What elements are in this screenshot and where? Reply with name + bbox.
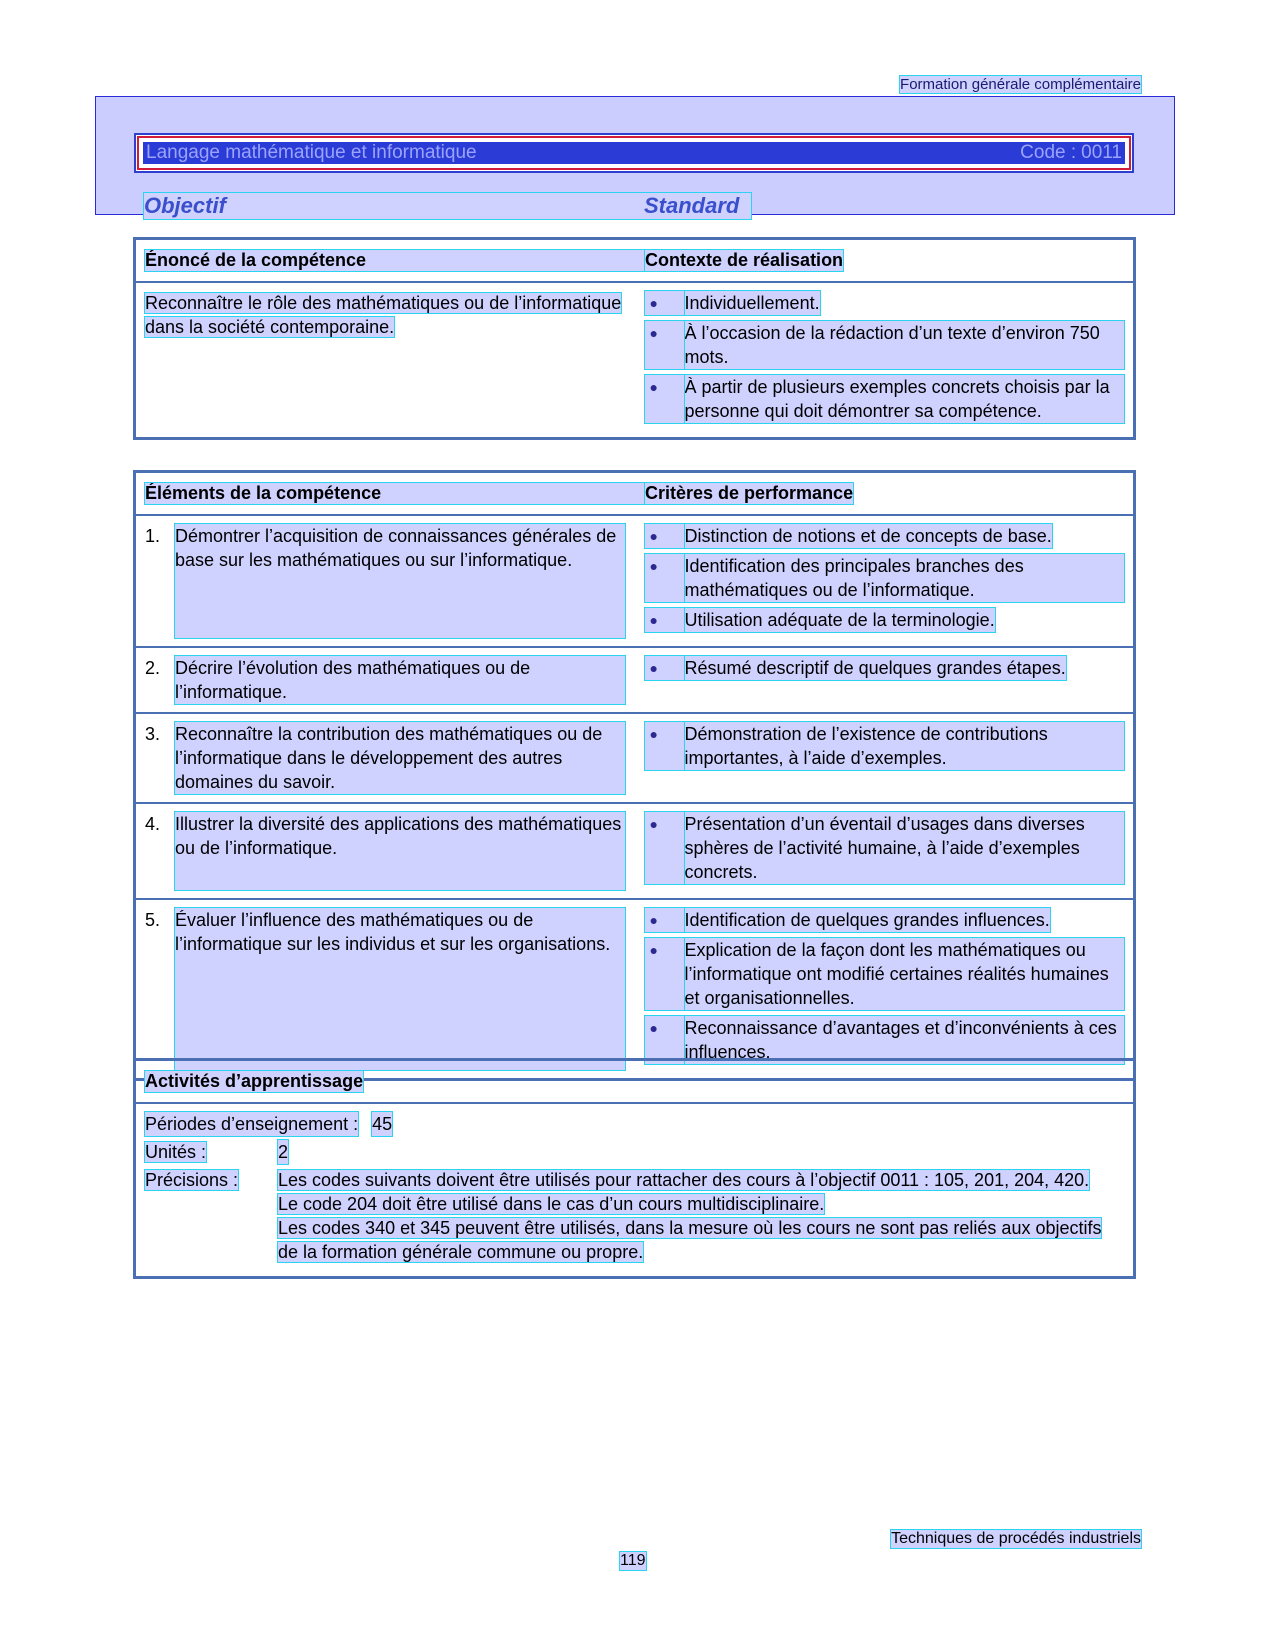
activities-box (133, 1058, 1136, 1279)
list-item: ● Individuellement. (645, 291, 1125, 315)
elements-box (133, 470, 1136, 1081)
competence-box (133, 237, 1136, 440)
list-item: ● Résumé descriptif de quelques grandes étapes. (645, 656, 1125, 680)
table-row: 5. Évaluer l’influence des mathématiques ou de l’informatique sur les individus et sur les organisations. ● Identification de quelques grandes influences. ● Explication de la façon dont les mathématiques ou l’informatique ont modifié certaines réalités humaines et organisationnelles. ● Reconnaissance d’avantages et d’inconvénients à ces influences. (136, 900, 1133, 1078)
list-item: ● Identification des principales branches des mathématiques ou de l’informatique. (645, 554, 1125, 602)
objective-standard-row (144, 193, 751, 219)
competence-heading: Énoncé de la compétence (145, 250, 645, 271)
list-item: ● À l’occasion de la rédaction d’un texte d’environ 750 mots. (645, 321, 1125, 369)
activities-heading: Activités d’apprentissage (145, 1071, 364, 1091)
running-header: Formation générale complémentaire (900, 76, 1141, 93)
precisions-label: Précisions : (145, 1170, 239, 1190)
context-heading: Contexte de réalisation (645, 250, 844, 270)
unites-label: Unités : (145, 1142, 207, 1162)
table-row: 3. Reconnaître la contribution des mathématiques ou de l’informatique dans le développement des autres domaines du savoir. ● Démonstration de l’existence de contributions importantes, à l’aide d’exemples. (136, 714, 1133, 804)
footer-program: Techniques de procédés industriels (891, 1530, 1141, 1547)
criteria-heading: Critères de performance (645, 483, 854, 503)
periodes-label: Périodes d’enseignement : (145, 1114, 359, 1134)
precision-item: Les codes suivants doivent être utilisés pour rattacher des cours à l’objectif 0011 : 105, 201, 204, 420. (278, 1170, 1090, 1190)
list-item: ● Identification de quelques grandes influences. (645, 908, 1125, 932)
competence-statement: Reconnaître le rôle des mathématiques ou de l’informatique dans la société contemporaine. (145, 293, 622, 337)
list-item: ● Utilisation adéquate de la terminologie. (645, 608, 1125, 632)
title-bar (134, 133, 1134, 173)
table-row: 4. Illustrer la diversité des applications des mathématiques ou de l’informatique. ● Présentation d’un éventail d’usages dans diverses sphères de l’activité humaine, à l’aide d’exemples concrets. (136, 804, 1133, 900)
code-value: 0011 (1081, 142, 1122, 163)
unites-value: 2 (278, 1142, 289, 1162)
table-row: 1. Démontrer l’acquisition de connaissances générales de base sur les mathématiques ou sur l’informatique. ● Distinction de notions et de concepts de base. ● Identification des principales branches des mathématiques ou de l’informatique. ● Utilisation adéquate de la terminologie. (136, 516, 1133, 648)
precision-item: Le code 204 doit être utilisé dans le cas d’un cours multidisciplinaire. (278, 1194, 825, 1214)
list-item: ● Distinction de notions et de concepts de base. (645, 524, 1125, 548)
elements-heading: Éléments de la compétence (145, 483, 645, 504)
precision-item: Les codes 340 et 345 peuvent être utilisés, dans la mesure où les cours ne sont pas reliés aux objectifs de la formation générale commune ou propre. (278, 1218, 1102, 1262)
list-item: ● Présentation d’un éventail d’usages dans diverses sphères de l’activité humaine, à l’aide d’exemples concrets. (645, 812, 1125, 884)
list-item: ● Reconnaissance d’avantages et d’inconvénients à ces influences. (645, 1016, 1125, 1064)
page-number: 119 (620, 1552, 646, 1569)
periodes-value: 45 (372, 1114, 393, 1134)
objective-title: Langage mathématique et informatique (146, 142, 477, 163)
objectif-label: Objectif (144, 193, 226, 218)
list-item: ● Démonstration de l’existence de contributions importantes, à l’aide d’exemples. (645, 722, 1125, 770)
objective-header-box (95, 96, 1175, 218)
code-label: Code : (1020, 142, 1077, 163)
list-item: ● Explication de la façon dont les mathématiques ou l’informatique ont modifié certaines réalités humaines et organisationnelles. (645, 938, 1125, 1010)
list-item: ● À partir de plusieurs exemples concrets choisis par la personne qui doit démontrer sa compétence. (645, 375, 1125, 423)
table-row: 2. Décrire l’évolution des mathématiques ou de l’informatique. ● Résumé descriptif de quelques grandes étapes. (136, 648, 1133, 714)
standard-label: Standard (644, 193, 740, 218)
